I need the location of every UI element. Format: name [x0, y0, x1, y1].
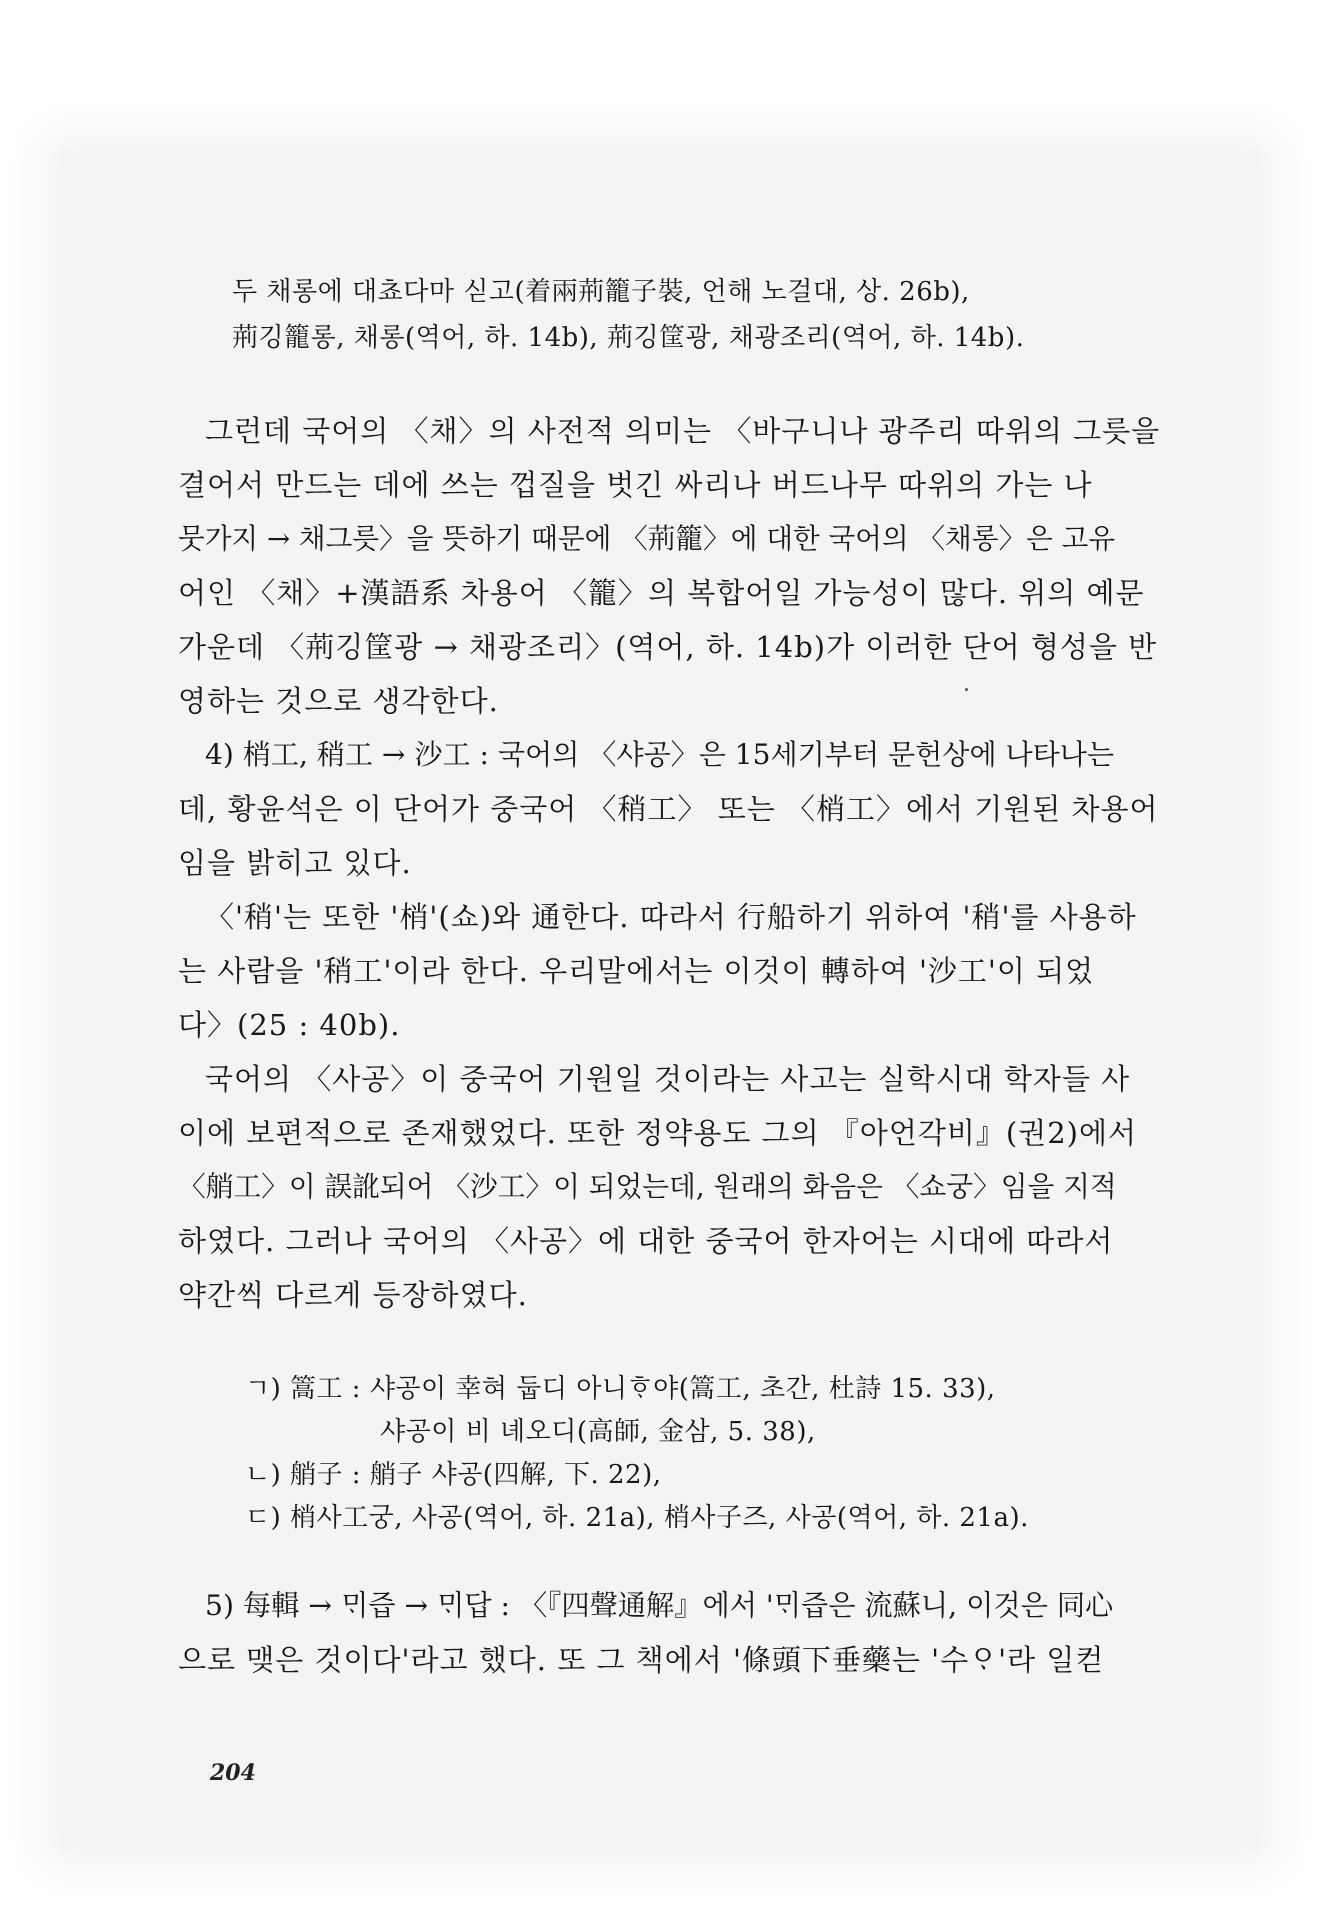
body-line: 그런데 국어의 〈채〉의 사전적 의미는 〈바구니나 광주리 따위의 그릇을 — [205, 414, 1161, 448]
body-line: 이에 보편적으로 존재했었다. 또한 정약용도 그의 『아언각비』(권2)에서 — [178, 1116, 1137, 1150]
citation-line: 샤공이 비 녜오디(高師, 金삼, 5. 38), — [380, 1417, 816, 1447]
body-line: 으로 맺은 것이다'라고 했다. 또 그 책에서 '條頭下垂藥는 '수ᄋᆞ'라 일컫 — [178, 1643, 1105, 1677]
citation-line: ㄷ) 梢사工궁, 사공(역어, 하. 21a), 梢사子즈, 사공(역어, 하. 21a). — [245, 1503, 1029, 1533]
speck — [965, 688, 968, 691]
body-line: 〈艄工〉이 誤訛되어 〈沙工〉이 되었는데, 원래의 화음은 〈쇼궁〉임을 지적 — [178, 1170, 1117, 1203]
page-number: 204 — [210, 1760, 256, 1786]
body-line: 4) 梢工, 稍工 → 沙工 : 국어의 〈샤공〉은 15세기부터 문헌상에 나타나는 — [205, 738, 1115, 771]
citation-line: 荊깅籠롱, 채롱(역어, 하. 14b), 荊깅筐광, 채광조리(역어, 하. 14b). — [232, 323, 1025, 353]
body-line: 어인 〈채〉+漢語系 차용어 〈籠〉의 복합어일 가능성이 많다. 위의 예문 — [178, 576, 1145, 610]
body-line: 뭇가지 → 채그릇〉을 뜻하기 때문에 〈荊籠〉에 대한 국어의 〈채롱〉은 고유 — [178, 522, 1116, 555]
body-line: 5) 每輯 → ᄆᆡ즙 → ᄆᆡ답 : 〈『四聲通解』에서 'ᄆᆡ즙은 流蘇니, 이것은 同心 — [205, 1589, 1114, 1622]
body-line: 영하는 것으로 생각한다. — [178, 684, 499, 718]
body-line: 는 사람을 '稍工'이라 한다. 우리말에서는 이것이 轉하여 '沙工'이 되었 — [178, 954, 1095, 988]
body-line: 하였다. 그러나 국어의 〈사공〉에 대한 중국어 한자어는 시대에 따라서 — [178, 1224, 1114, 1258]
body-line: 가운데 〈荊깅筐광 → 채광조리〉(역어, 하. 14b)가 이러한 단어 형성을 반 — [178, 630, 1158, 664]
citation-line: 두 채롱에 대쵸다마 싣고(着兩荊籠子裝, 언해 노걸대, 상. 26b), — [232, 277, 970, 307]
body-line: 다〉(25 : 40b). — [178, 1008, 401, 1042]
body-line: 데, 황윤석은 이 단어가 중국어 〈稍工〉 또는 〈梢工〉에서 기원된 차용어 — [178, 792, 1159, 826]
body-line: 임을 밝히고 있다. — [178, 846, 412, 880]
body-line: 결어서 만드는 데에 쓰는 껍질을 벗긴 싸리나 버드나무 따위의 가는 나 — [178, 468, 1093, 502]
body-line: 약간씩 다르게 등장하였다. — [178, 1278, 528, 1312]
body-line: 국어의 〈사공〉이 중국어 기원일 것이라는 사고는 실학시대 학자들 사 — [205, 1062, 1131, 1096]
citation-line: ㄴ) 艄子 : 艄子 샤공(四解, 下. 22), — [245, 1460, 662, 1490]
citation-line: ㄱ) 篙工 : 샤공이 幸혀 둡디 아니ᄒᆞ야(篙工, 초간, 杜詩 15. 33), — [245, 1374, 996, 1404]
body-line: 〈'稍'는 또한 '梢'(쇼)와 通한다. 따라서 行船하기 위하여 '稍'를 사용하 — [205, 900, 1137, 934]
